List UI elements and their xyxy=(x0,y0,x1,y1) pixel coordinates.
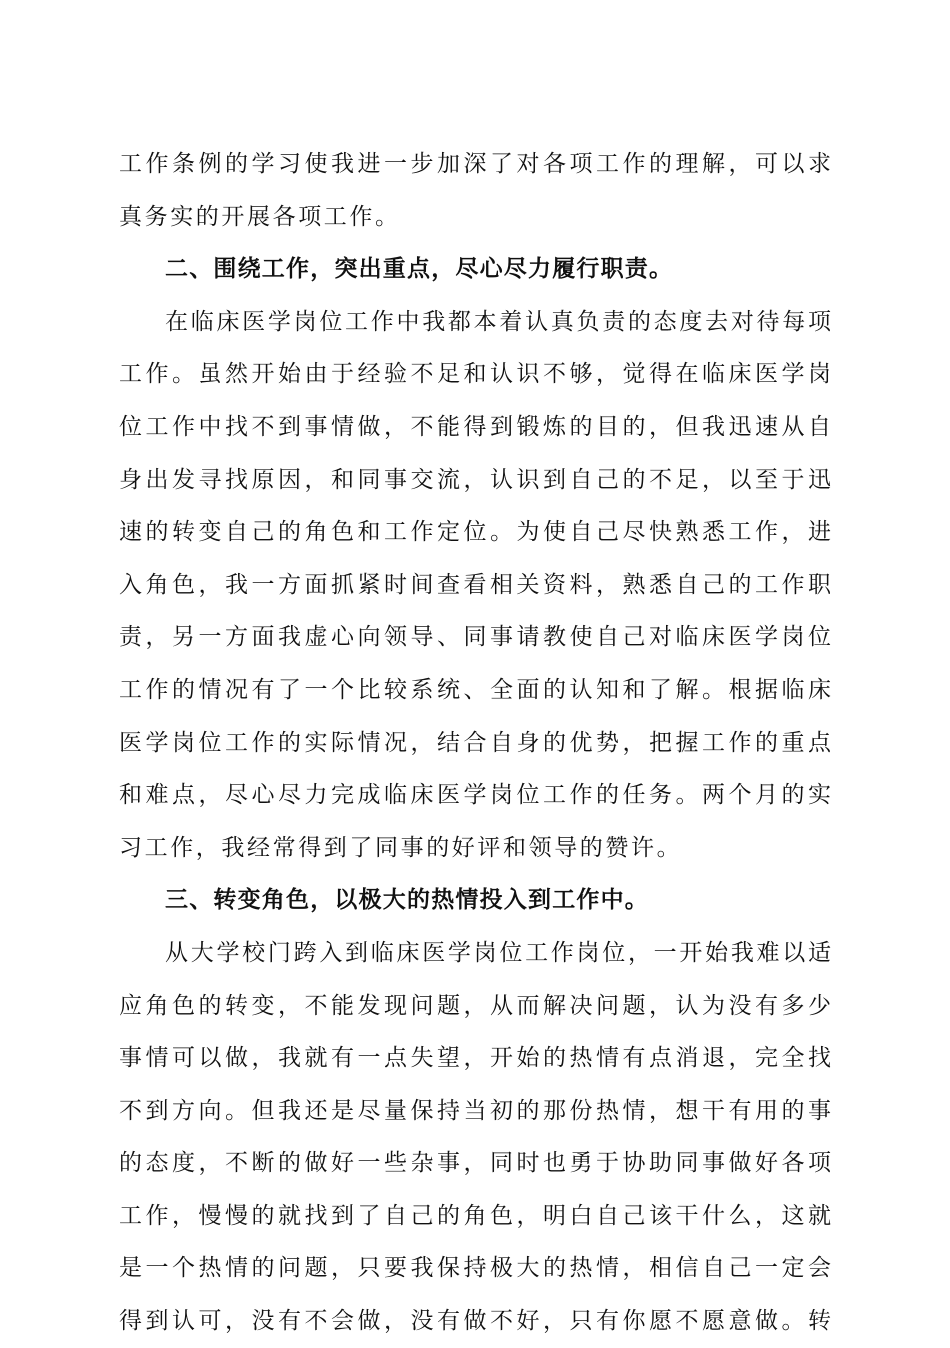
paragraph-3-line: 的 态 度 ， 不 断 的 做 好 一 些 杂 事 ， 同 时 也 勇 于 协 助 同 事 做 好 各 项 xyxy=(119,1150,831,1177)
paragraph-3-line: 不 到 方 向 。 但 我 还 是 尽 量 保 持 当 初 的 那 份 热 情 ， 想 干 有 用 的 事 xyxy=(119,1097,831,1124)
paragraph-2-line: 医 学 岗 位 工 作 的 实 际 情 况 ， 结 合 自 身 的 优 势 ， 把 握 工 作 的 重 点 xyxy=(119,729,831,756)
paragraph-3-line: 得 到 认 可 ， 没 有 不 会 做 ， 没 有 做 不 好 ， 只 有 你 愿 不 愿 意 做 。 转 xyxy=(119,1308,831,1335)
paragraph-1-line: 真务实的开展各项工作。 xyxy=(119,203,401,230)
paragraph-2-line: 工 作 的 情 况 有 了 一 个 比 较 系 统 、 全 面 的 认 知 和 了 解 。 根 据 临 床 xyxy=(119,676,831,703)
document-body xyxy=(119,138,831,1348)
paragraph-3-line: 事 情 可 以 做 ， 我 就 有 一 点 失 望 ， 开 始 的 热 情 有 点 消 退 ， 完 全 找 xyxy=(119,1045,831,1072)
paragraph-3-line: 是 一 个 热 情 的 问 题 ， 只 要 我 保 持 极 大 的 热 情 ， 相 信 自 己 一 定 会 xyxy=(119,1255,831,1282)
paragraph-3-line: 工 作 ， 慢 慢 的 就 找 到 了 自 己 的 角 色 ， 明 白 自 己 该 干 什 么 ， 这 就 xyxy=(119,1202,831,1229)
paragraph-2-line: 工 作 。 虽 然 开 始 由 于 经 验 不 足 和 认 识 不 够 ， 觉 得 在 临 床 医 学 岗 xyxy=(119,361,831,388)
paragraph-2-line: 位 工 作 中 找 不 到 事 情 做 ， 不 能 得 到 锻 炼 的 目 的 ， 但 我 迅 速 从 自 xyxy=(119,413,831,440)
paragraph-1-line: 工 作 条 例 的 学 习 使 我 进 一 步 加 深 了 对 各 项 工 作 的 理 解 ， 可 以 求 xyxy=(119,151,831,177)
section-heading-3: 三、转变角色，以极大的热情投入到工作中。 xyxy=(165,887,649,914)
paragraph-3-line: 应 角 色 的 转 变 ， 不 能 发 现 问 题 ， 从 而 解 决 问 题 ， 认 为 没 有 多 少 xyxy=(119,992,831,1019)
paragraph-2-line: 和 难 点 ， 尽 心 尽 力 完 成 临 床 医 学 岗 位 工 作 的 任 务 。 两 个 月 的 实 xyxy=(119,782,831,809)
section-heading-2: 二、围绕工作，突出重点，尽心尽力履行职责。 xyxy=(165,256,674,283)
paragraph-2-line: 速 的 转 变 自 己 的 角 色 和 工 作 定 位 。 为 使 自 己 尽 快 熟 悉 工 作 ， 进 xyxy=(119,519,831,546)
paragraph-3-line: 从 大 学 校 门 跨 入 到 临 床 医 学 岗 位 工 作 岗 位 ， 一 开 始 我 难 以 适 xyxy=(165,939,831,966)
paragraph-2-line: 习工作，我经常得到了同事的好评和领导的赞许。 xyxy=(119,834,683,861)
paragraph-2-line: 入 角 色 ， 我 一 方 面 抓 紧 时 间 查 看 相 关 资 料 ， 熟 悉 自 己 的 工 作 职 xyxy=(119,571,831,598)
paragraph-2-line: 在 临 床 医 学 岗 位 工 作 中 我 都 本 着 认 真 负 责 的 态 度 去 对 待 每 项 xyxy=(165,308,831,335)
paragraph-2-line: 责 ， 另 一 方 面 我 虚 心 向 领 导 、 同 事 请 教 使 自 己 对 临 床 医 学 岗 位 xyxy=(119,624,831,651)
paragraph-2-line: 身 出 发 寻 找 原 因 ， 和 同 事 交 流 ， 认 识 到 自 己 的 不 足 ， 以 至 于 迅 xyxy=(119,466,831,493)
